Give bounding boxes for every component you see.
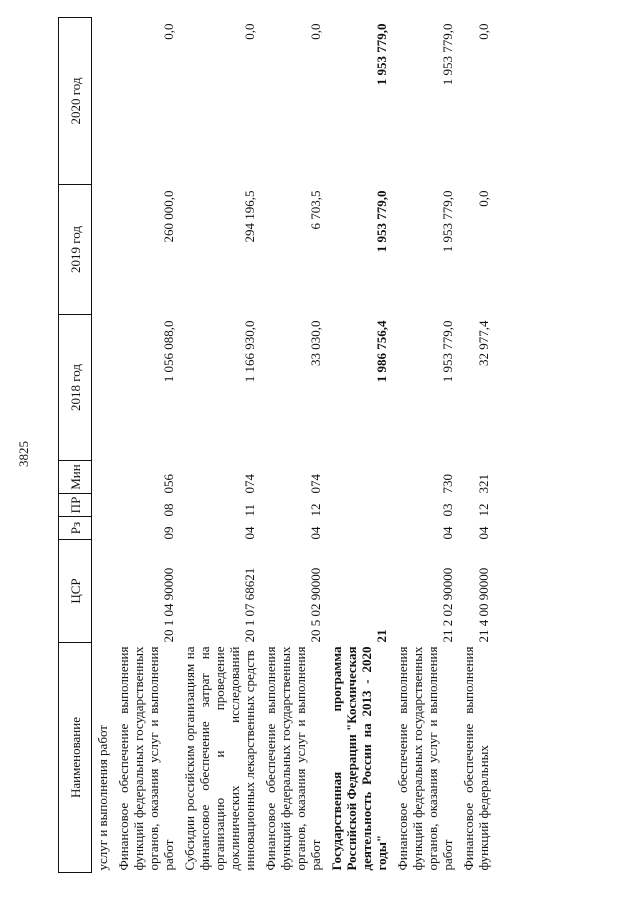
row-rz: 04: [242, 526, 257, 540]
row-2019: 1 953 779,0: [374, 190, 389, 253]
table-row: [113, 18, 179, 873]
row-min: 321: [476, 474, 491, 494]
row-name: Финансовое обеспечение выполнения функций федеральных: [461, 646, 491, 871]
header-rz: Рз: [59, 517, 92, 540]
row-2018: [92, 315, 114, 461]
row-min: 074: [308, 474, 323, 494]
row-2018: 1 166 930,0: [242, 320, 257, 383]
header-pr: ПР: [59, 494, 92, 517]
row-2018: 1 986 756,4: [374, 320, 389, 383]
row-name: Финансовое обеспечение выполнения функций федеральных государственных органов, оказания услуг и выполнения работ: [263, 646, 323, 871]
row-csr: 20 1 04 90000: [161, 567, 176, 643]
row-pr: 08: [161, 503, 176, 517]
row-2020: 0,0: [476, 23, 491, 40]
row-csr: 20 1 07 68621: [242, 567, 257, 643]
row-2019: 1 953 779,0: [440, 190, 455, 253]
header-2020: 2020 год: [59, 18, 92, 185]
row-rz: 04: [440, 526, 455, 540]
row-rz: 09: [161, 526, 176, 540]
table-row-program: [326, 18, 392, 873]
row-name: Финансовое обеспечение выполнения функций федеральных государственных органов, оказания услуг и выполнения работ: [116, 646, 176, 871]
row-pr: 12: [476, 503, 491, 517]
row-name: Финансовое обеспечение выполнения функций федеральных государственных органов, оказания услуг и выполнения работ: [395, 646, 455, 871]
row-2019: 6 703,5: [308, 190, 323, 230]
row-csr: 20 5 02 90000: [308, 567, 323, 643]
row-pr: 12: [308, 503, 323, 517]
row-2018: 1 953 779,0: [440, 320, 455, 383]
budget-table: [58, 17, 494, 873]
table-row: [458, 18, 494, 873]
row-min: 056: [161, 474, 176, 494]
row-csr: [92, 540, 114, 643]
row-2020: [92, 18, 114, 185]
row-name: услуг и выполнения работ: [95, 725, 110, 871]
row-2020: 0,0: [161, 23, 176, 40]
table-row: [260, 18, 326, 873]
row-2019: [92, 185, 114, 315]
row-2020: 0,0: [308, 23, 323, 40]
row-min: 730: [440, 474, 455, 494]
row-csr: 21: [374, 629, 389, 643]
row-rz: 04: [308, 526, 323, 540]
header-csr: ЦСР: [59, 540, 92, 643]
row-2018: 32 977,4: [476, 320, 491, 366]
header-name: Наименование: [59, 643, 92, 873]
table-header-row: [59, 18, 92, 873]
row-min: 074: [242, 474, 257, 494]
row-csr: 21 4 00 90000: [476, 567, 491, 643]
row-2020: 1 953 779,0: [440, 23, 455, 86]
row-2020: 1 953 779,0: [374, 23, 389, 86]
row-2019: 0,0: [476, 190, 491, 207]
row-pr: 03: [440, 503, 455, 517]
row-rz: 04: [476, 526, 491, 540]
row-pr: 11: [242, 503, 257, 517]
row-csr: 21 2 02 90000: [440, 567, 455, 643]
row-rz: [326, 517, 392, 540]
row-name: Субсидии российским организациям на финансовое обеспечение затрат на организацию и проведение доклинических исследований инновационных лекарственных средств: [182, 646, 257, 871]
row-2019: 294 196,5: [242, 190, 257, 243]
row-min: [92, 461, 114, 494]
row-2019: 260 000,0: [161, 190, 176, 243]
row-name: Государственная программа Российской Федерации "Космическая деятельность России на 2013 - 2020 годы": [329, 646, 389, 871]
row-2018: 1 056 088,0: [161, 320, 176, 383]
table-row: [92, 18, 114, 873]
header-2019: 2019 год: [59, 185, 92, 315]
row-pr: [326, 494, 392, 517]
row-2020: 0,0: [242, 23, 257, 40]
row-2018: 33 030,0: [308, 320, 323, 366]
row-pr: [92, 494, 114, 517]
row-min: [326, 461, 392, 494]
table-row: [392, 18, 458, 873]
header-min: Мин: [59, 461, 92, 494]
page-number: 3825: [16, 441, 31, 467]
header-2018: 2018 год: [59, 315, 92, 461]
table-row: [179, 18, 260, 873]
row-rz: [92, 517, 114, 540]
